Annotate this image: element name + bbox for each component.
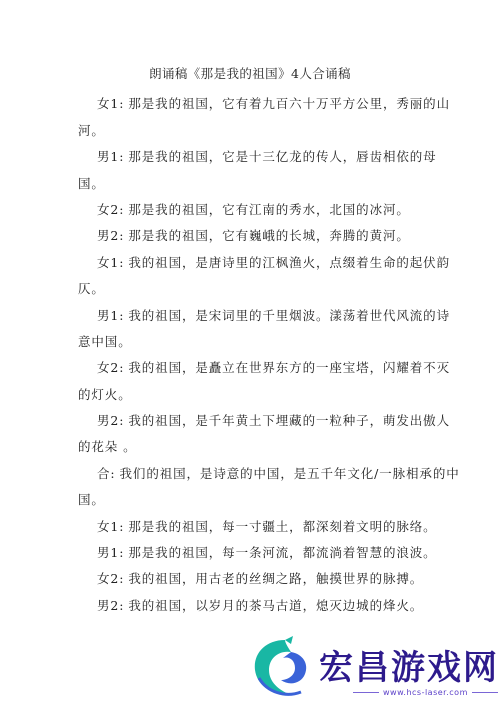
poem-line-continuation — [78, 332, 132, 350]
watermark-brand: 宏昌游戏网 — [319, 648, 499, 688]
speaker-label: 男2: — [97, 413, 125, 428]
line-text: 国。 — [78, 492, 105, 507]
watermark — [245, 634, 499, 704]
poem-line — [97, 464, 460, 482]
line-text: 的灯火。 — [78, 387, 132, 402]
poem-line — [97, 306, 450, 324]
poem-line-continuation — [78, 490, 105, 508]
line-text: 我的祖国，以岁月的茶马古道，熄灭边城的烽火。 — [128, 598, 424, 613]
document-title: 朗诵稿《那是我的祖国》4人合诵稿 — [149, 66, 351, 81]
poem-line — [97, 200, 410, 218]
poem-line-continuation — [78, 279, 105, 297]
poem-line-continuation — [78, 121, 105, 139]
line-text: 那是我的祖国，每一条河流，都流淌着智慧的浪波。 — [128, 545, 437, 560]
poem-line — [97, 517, 437, 535]
speaker-label: 男2: — [97, 228, 125, 243]
poem-line — [97, 358, 450, 376]
line-text: 国。 — [78, 176, 105, 191]
line-text: 我的祖国，是宋词里的千里烟波。漾荡着世代风流的诗 — [128, 308, 450, 323]
poem-line — [97, 569, 423, 587]
line-text: 那是我的祖国，它有江南的秀水，北国的冰河。 — [128, 202, 410, 217]
speaker-label: 男1: — [97, 308, 125, 323]
line-text: 我的祖国，是唐诗里的江枫渔火，点缀着生命的起伏韵 — [128, 255, 450, 270]
line-text: 仄。 — [78, 281, 105, 296]
watermark-url-row — [349, 688, 500, 697]
speaker-label: 男1: — [97, 545, 125, 560]
poem-line — [97, 596, 423, 614]
line-text: 那是我的祖国，每一寸疆土，都深刻着文明的脉络。 — [128, 519, 437, 534]
poem-line — [97, 543, 437, 561]
speaker-label: 女2: — [97, 202, 125, 217]
speaker-label: 女1: — [97, 96, 125, 111]
speaker-label: 合: — [97, 466, 116, 481]
watermark-url: www.hcs-laser.com — [383, 688, 468, 697]
speaker-label: 女2: — [97, 360, 125, 375]
line-text: 我的祖国，是千年黄土下埋藏的一粒种子，萌发出傲人 — [128, 413, 450, 428]
poem-line-continuation — [78, 385, 132, 403]
poem-line — [97, 147, 437, 165]
watermark-dash-right — [472, 692, 498, 693]
line-text: 我的祖国，用古老的丝绸之路，触摸世界的脉搏。 — [128, 571, 424, 586]
dragon-logo-icon — [245, 634, 325, 700]
line-text: 那是我的祖国，它有着九百六十万平方公里，秀丽的山 — [128, 96, 450, 111]
poem-line — [97, 411, 450, 429]
line-text: 那是我的祖国，它有巍峨的长城，奔腾的黄河。 — [128, 228, 410, 243]
speaker-label: 男1: — [97, 149, 125, 164]
watermark-dash-left — [353, 692, 379, 693]
line-text: 河。 — [78, 123, 105, 138]
line-text: 的花朵 。 — [78, 439, 137, 454]
poem-line-continuation — [78, 174, 105, 192]
line-text: 那是我的祖国，它是十三亿龙的传人，唇齿相依的母 — [128, 149, 437, 164]
poem-line-continuation — [78, 437, 136, 455]
line-text: 我们的祖国，是诗意的中国，是五千年文化/一脉相承的中 — [119, 466, 460, 481]
speaker-label: 女2: — [97, 571, 125, 586]
speaker-label: 女1: — [97, 255, 125, 270]
poem-line — [97, 94, 450, 112]
poem-line — [97, 226, 410, 244]
speaker-label: 男2: — [97, 598, 125, 613]
speaker-label: 女1: — [97, 519, 125, 534]
poem-line — [97, 253, 450, 271]
line-text: 我的祖国，是矗立在世界东方的一座宝塔，闪耀着不灭 — [128, 360, 450, 375]
line-text: 意中国。 — [78, 334, 132, 349]
